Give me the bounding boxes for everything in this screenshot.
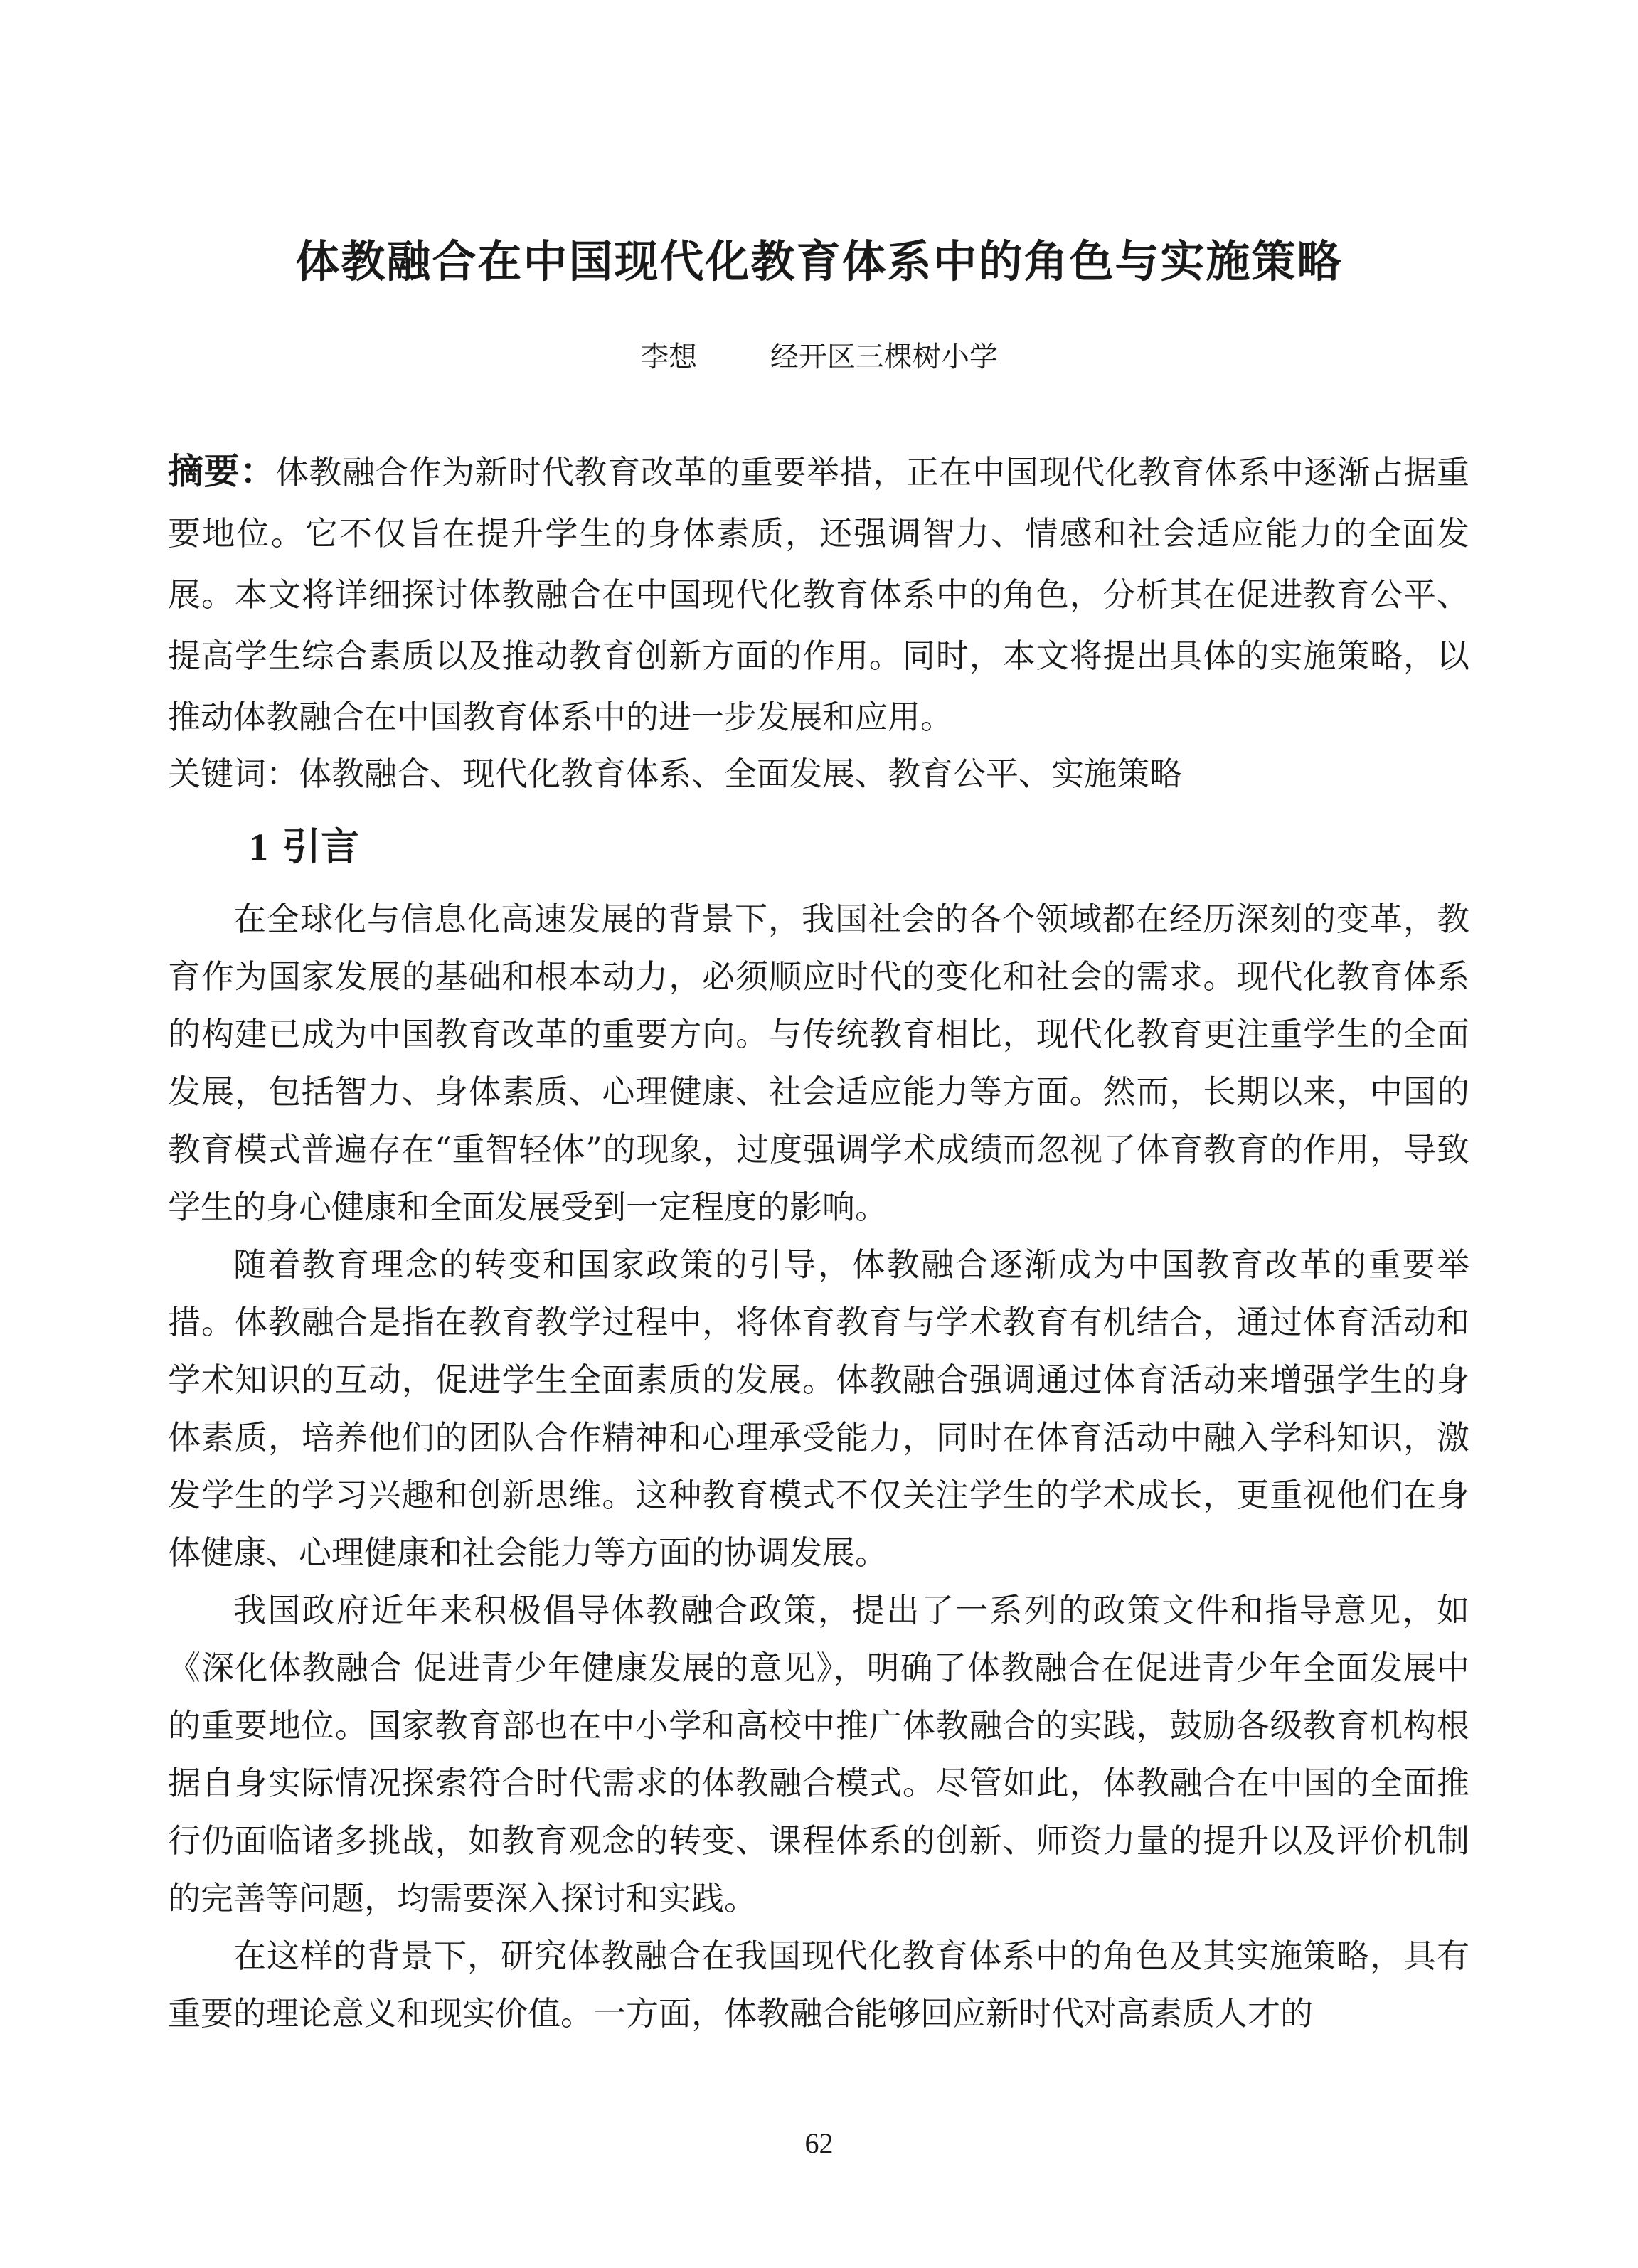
abstract-label: 摘要： xyxy=(168,451,276,492)
paragraph: 随着教育理念的转变和国家政策的引导，体教融合逐渐成为中国教育改革的重要举措。体教融合是指在教育教学过程中，将体育教育与学术教育有机结合，通过体育活动和学术知识的互动，促进学生全面素质的发展。体教融合强调通过体育活动来增强学生的身体素质，培养他们的团队合作精神和心理承受能力，同时在体育活动中融入学科知识，激发学生的学习兴趣和创新思维。这种教育模式不仅关注学生的学术成长，更重视他们在身体健康、心理健康和社会能力等方面的协调发展。 xyxy=(168,1245,1469,1572)
byline xyxy=(0,334,1638,375)
author-affiliation: 经开区三棵树小学 xyxy=(770,341,998,373)
paragraph: 我国政府近年来积极倡导体教融合政策，提出了一系列的政策文件和指导意见，如《深化体教融合 促进青少年健康发展的意见》，明确了体教融合在促进青少年全面发展中的重要地位。国家教育部也在中小学和高校中推广体教融合的实践，鼓励各级教育机构根据自身实际情况探索符合时代需求的体教融合模式。尽管如此，体教融合在中国的全面推行仍面临诸多挑战，如教育观念的转变、课程体系的创新、师资力量的提升以及评价机制的完善等问题，均需要深入探讨和实践。 xyxy=(168,1591,1469,1917)
section-heading xyxy=(249,816,359,871)
paragraph: 在全球化与信息化高速发展的背景下，我国社会的各个领域都在经历深刻的变革，教育作为国家发展的基础和根本动力，必须顺应时代的变化和社会的需求。现代化教育体系的构建已成为中国教育改革的重要方向。与传统教育相比，现代化教育更注重学生的全面发展，包括智力、身体素质、心理健康、社会适应能力等方面。然而，长期以来，中国的教育模式普遍存在“重智轻体”的现象，过度强调学术成绩而忽视了体育教育的作用，导致学生的身心健康和全面发展受到一定程度的影响。 xyxy=(168,900,1469,1226)
section-title: 引言 xyxy=(282,824,359,869)
author-name: 李想 xyxy=(640,341,698,373)
paper-title: 体教融合在中国现代化教育体系中的角色与实施策略 xyxy=(295,235,1343,287)
abstract-text: 体教融合作为新时代教育改革的重要举措，正在中国现代化教育体系中逐渐占据重要地位。它不仅旨在提升学生的身体素质，还强调智力、情感和社会适应能力的全面发展。本文将详细探讨体教融合在中国现代化教育体系中的角色，分析其在促进教育公平、提高学生综合素质以及推动教育创新方面的作用。同时，本文将提出具体的实施策略，以推动体教融合在中国教育体系中的进一步发展和应用。 xyxy=(168,453,1470,736)
page-number: 62 xyxy=(804,2127,834,2159)
section-body xyxy=(168,890,1469,2043)
abstract xyxy=(168,441,1469,747)
keywords: 关键词：体教融合、现代化教育体系、全面发展、教育公平、实施策略 xyxy=(168,755,1182,793)
paragraph: 在这样的背景下，研究体教融合在我国现代化教育体系中的角色及其实施策略，具有重要的理论意义和现实价值。一方面，体教融合能够回应新时代对高素质人才的 xyxy=(168,1937,1469,2033)
section-number: 1 xyxy=(249,826,268,868)
